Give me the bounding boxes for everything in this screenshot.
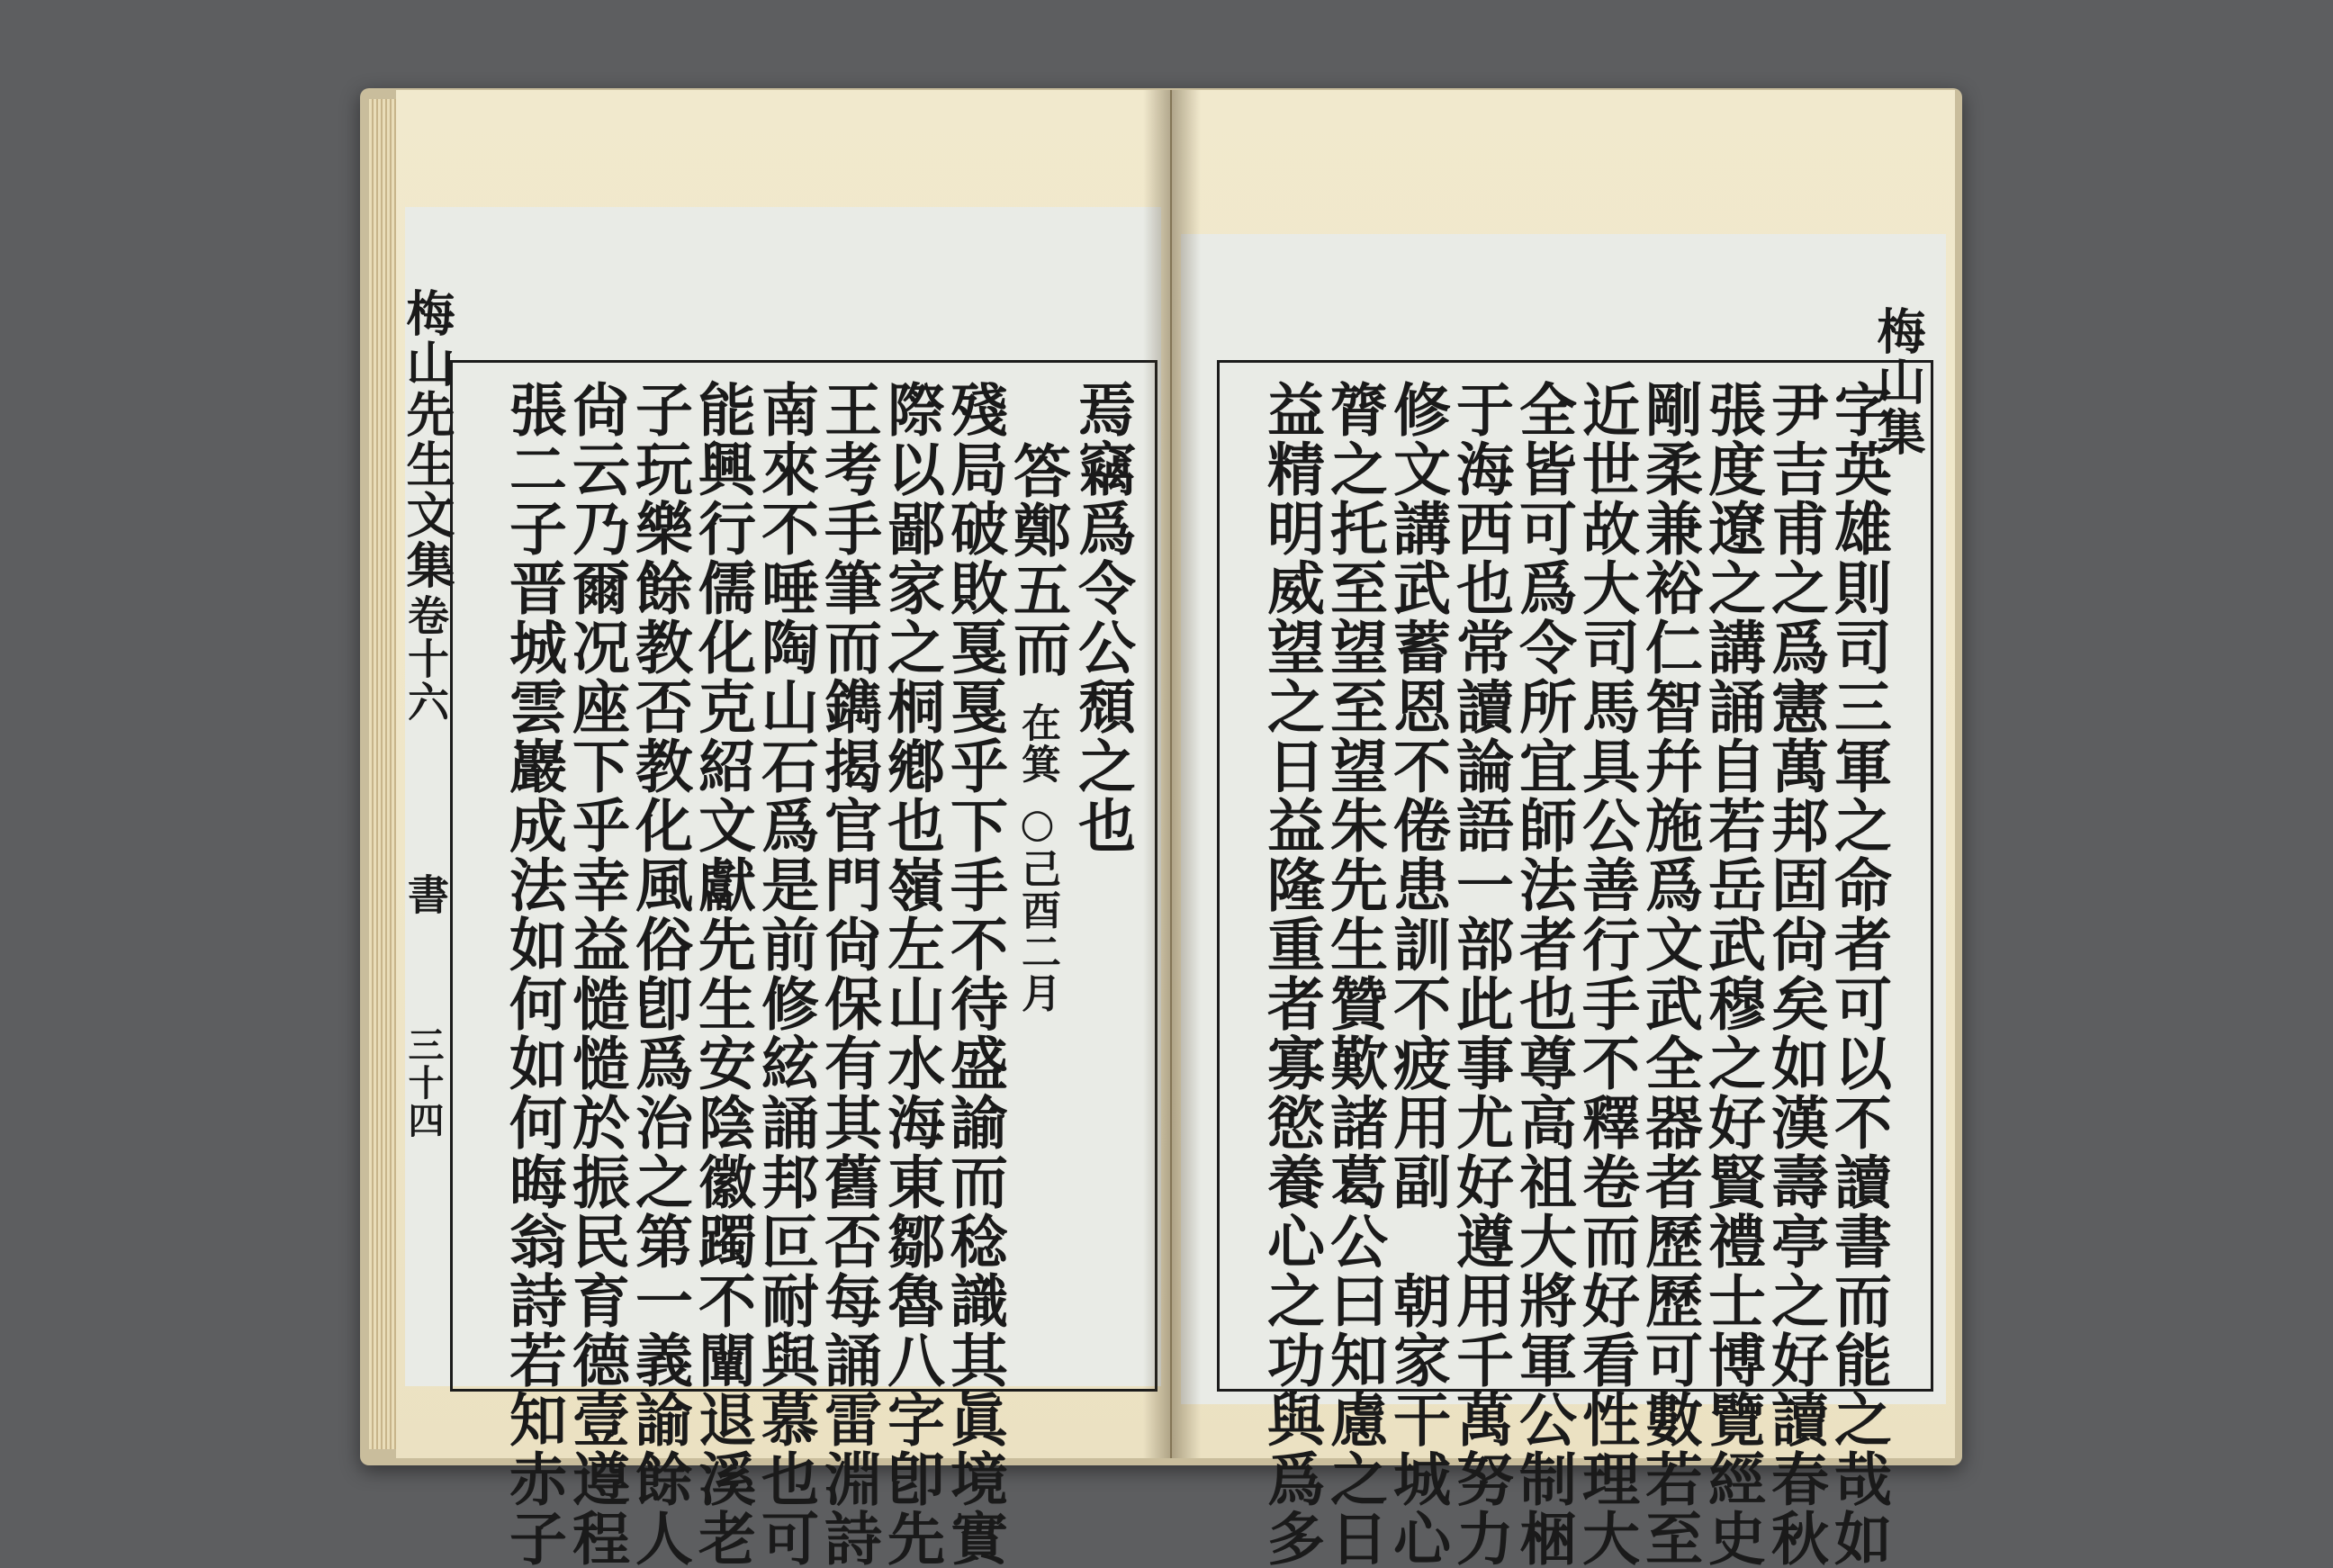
left-col-5: 王考手筆而鐫揭官門尙保有其舊否每誦雷淵詩 [815, 380, 882, 1568]
left-col-9: 尙云乃爾况座下乎幸益慥慥於振民育德壹遵程 [563, 380, 630, 1568]
left-margin-section: 書 [401, 873, 450, 916]
book-gutter [1143, 90, 1201, 1458]
right-col-8: 修文講武蓄恩不倦患訓不疲用副 朝家干城心 [1383, 380, 1451, 1568]
left-col-2-note: 在箕 ○己酉二月 [1014, 702, 1060, 1014]
left-col-6: 南來不唾陶山石爲是前修絃誦邦叵耐與慕也可 [752, 380, 819, 1568]
left-page [396, 90, 1172, 1568]
left-margin-title: 梅山先生文集 [399, 288, 456, 590]
left-col-2-heading: 答鄭五而 [1004, 441, 1071, 679]
right-col-9: 膂之托至望至望朱先生贊歎諸葛公曰知慮之日 [1320, 380, 1388, 1568]
right-col-7: 于海西也常讀論語一部此事尤好遵用千萬努力 [1446, 380, 1514, 1568]
left-col-10: 張二子晋城雲巖成法如何如何晦翁詩若知赤子 [500, 380, 567, 1568]
left-col-1: 焉竊爲令公頹之也 [1068, 380, 1136, 855]
right-col-4: 剛柔兼裕仁智幷施爲文武全器者歷歷可數若至 [1635, 380, 1703, 1568]
left-col-3: 殘局破敗戛戛乎下手不待盛諭而稔識其眞境實 [941, 380, 1008, 1568]
right-col-10: 益精明威望之日益隆重者寡慾養心之功與爲多 [1257, 380, 1325, 1568]
right-col-2: 尹吉甫之爲憲萬邦固尙矣如漢壽亭之好讀春秋 [1761, 380, 1829, 1568]
left-margin-page-number: 三十四 [402, 1026, 445, 1140]
left-col-7: 能興行儒化克紹文獻先生安陰徽躅不闡退溪老 [689, 380, 756, 1568]
left-margin-volume: 卷十六 [401, 594, 450, 724]
right-margin-title: 梅山集 [1869, 306, 1927, 457]
right-col-5: 近世故大司馬具公善行手不釋卷而好看性理大 [1572, 380, 1640, 1568]
right-col-1: 字英雄則司三軍之命者可以不讀書而能之哉如 [1824, 380, 1892, 1568]
right-col-6: 全皆可爲令所宜師法者也尊高祖大將軍公制梱 [1509, 380, 1577, 1568]
right-page [1172, 90, 1955, 1568]
right-col-3: 張度遼之講誦自若岳武穆之好賢禮士博覽經史 [1698, 380, 1766, 1568]
left-col-8: 子玩樂餘教否教化風俗卽爲治之第一義諭餘人 [626, 380, 693, 1568]
page-edges [369, 99, 400, 1449]
left-col-4: 際以鄙家之桐鄕也嶺左山水海東鄒魯八字卽先 [878, 380, 945, 1568]
